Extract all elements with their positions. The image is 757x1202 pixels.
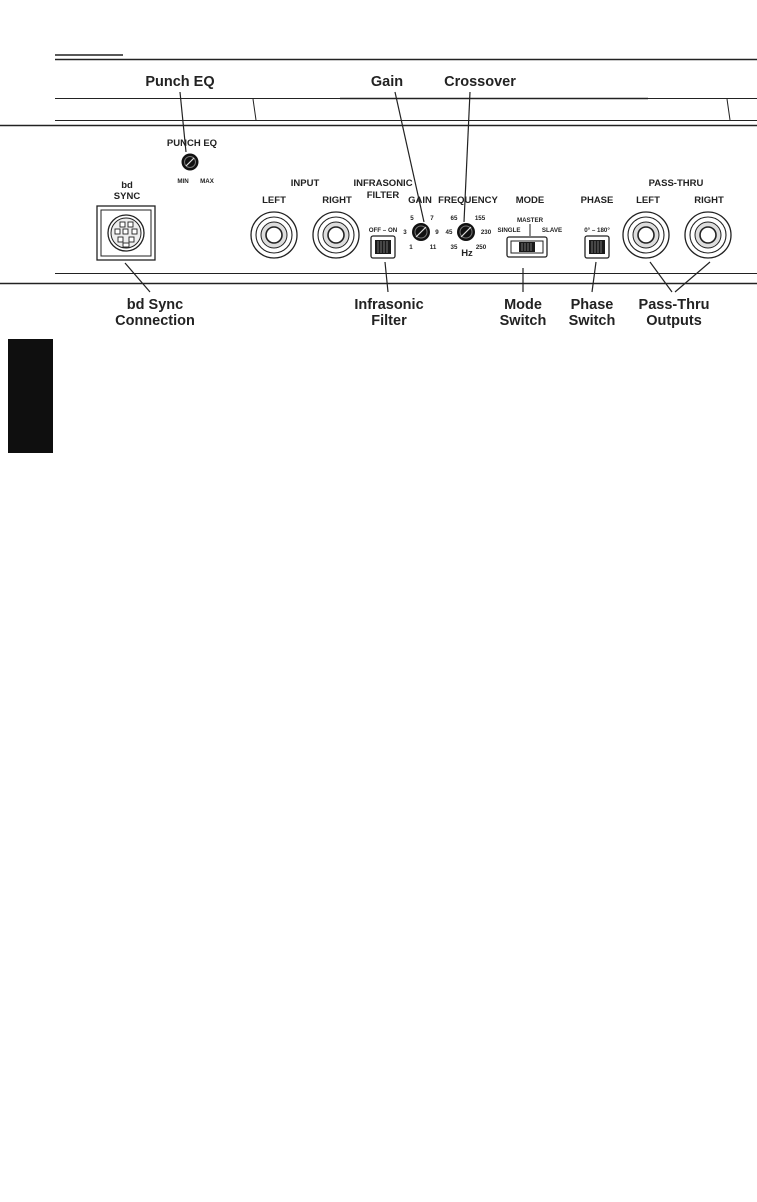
gain-scale-1: 1 (409, 244, 413, 251)
mode-master-label: MASTER (516, 217, 544, 224)
infrasonic-label-line2: FILTER (366, 190, 400, 201)
callout-passthru-line1: Pass-Thru (638, 297, 710, 313)
infrasonic-filter-switch[interactable] (371, 236, 395, 258)
input-right-label: RIGHT (322, 195, 352, 206)
mode-label: MODE (515, 195, 545, 206)
input-left-label: LEFT (262, 195, 286, 206)
gain-scale-7: 7 (430, 215, 434, 222)
input-right-jack[interactable] (313, 212, 359, 258)
infrasonic-switch-label: OFF – ON (368, 227, 398, 234)
amplifier-panel-diagram (0, 0, 757, 340)
freq-scale-65: 65 (450, 215, 458, 222)
leader-phase (592, 262, 596, 292)
leader-bd-sync (125, 263, 150, 292)
freq-scale-230: 230 (480, 229, 492, 236)
callout-punch-eq: Punch EQ (145, 74, 215, 90)
frequency-label: FREQUENCY (438, 195, 498, 206)
callout-phase-line1: Phase (570, 297, 614, 313)
mode-slave-label: SLAVE (541, 227, 563, 234)
callout-bd-sync-line2: Connection (115, 313, 195, 329)
phase-switch[interactable] (585, 236, 609, 258)
bd-sync-connector[interactable] (97, 206, 155, 260)
section-side-tab (8, 339, 53, 453)
callout-infrasonic-line2: Filter (371, 313, 407, 329)
callout-passthru-line2: Outputs (646, 313, 702, 329)
punch-eq-max-label: MAX (200, 178, 214, 185)
bd-sync-label-line1: bd (121, 180, 133, 191)
passthru-right-jack[interactable] (685, 212, 731, 258)
punch-eq-min-label: MIN (177, 178, 189, 185)
callout-gain: Gain (370, 74, 404, 90)
gain-scale-11: 11 (429, 244, 437, 251)
phase-label: PHASE (580, 195, 614, 206)
input-label: INPUT (290, 178, 320, 189)
callout-phase-line2: Switch (568, 313, 616, 329)
leader-passthru-left (650, 262, 672, 292)
leader-infrasonic (385, 262, 388, 292)
callout-infrasonic-line1: Infrasonic (354, 297, 424, 313)
freq-scale-35: 35 (450, 244, 458, 251)
punch-eq-label: PUNCH EQ (166, 138, 218, 149)
freq-scale-45: 45 (445, 229, 453, 236)
bd-sync-label-line2: SYNC (113, 191, 141, 202)
callout-mode-line2: Switch (499, 313, 547, 329)
gain-label: GAIN (408, 195, 432, 206)
passthru-left-label: LEFT (636, 195, 660, 206)
gain-scale-9: 9 (435, 229, 439, 236)
chassis-lip (55, 99, 757, 121)
punch-eq-knob[interactable] (182, 154, 199, 171)
gain-knob[interactable] (412, 223, 430, 241)
passthru-left-jack[interactable] (623, 212, 669, 258)
gain-scale-3: 3 (403, 229, 407, 236)
callout-mode-line1: Mode (504, 297, 542, 313)
input-left-jack[interactable] (251, 212, 297, 258)
infrasonic-label-line1: INFRASONIC (353, 178, 413, 189)
freq-scale-250: 250 (475, 244, 487, 251)
gain-scale-5: 5 (410, 215, 414, 222)
passthru-right-label: RIGHT (694, 195, 724, 206)
frequency-knob[interactable] (457, 223, 475, 241)
frequency-unit-label: Hz (461, 248, 473, 259)
mode-single-label: SINGLE (497, 227, 521, 234)
phase-switch-label: 0° – 180° (584, 227, 610, 234)
callout-crossover: Crossover (444, 74, 516, 90)
freq-scale-155: 155 (474, 215, 486, 222)
leader-lines (125, 92, 710, 292)
passthru-label: PASS-THRU (648, 178, 704, 189)
callout-bd-sync-line1: bd Sync (126, 297, 184, 313)
leader-passthru-right (675, 262, 710, 292)
